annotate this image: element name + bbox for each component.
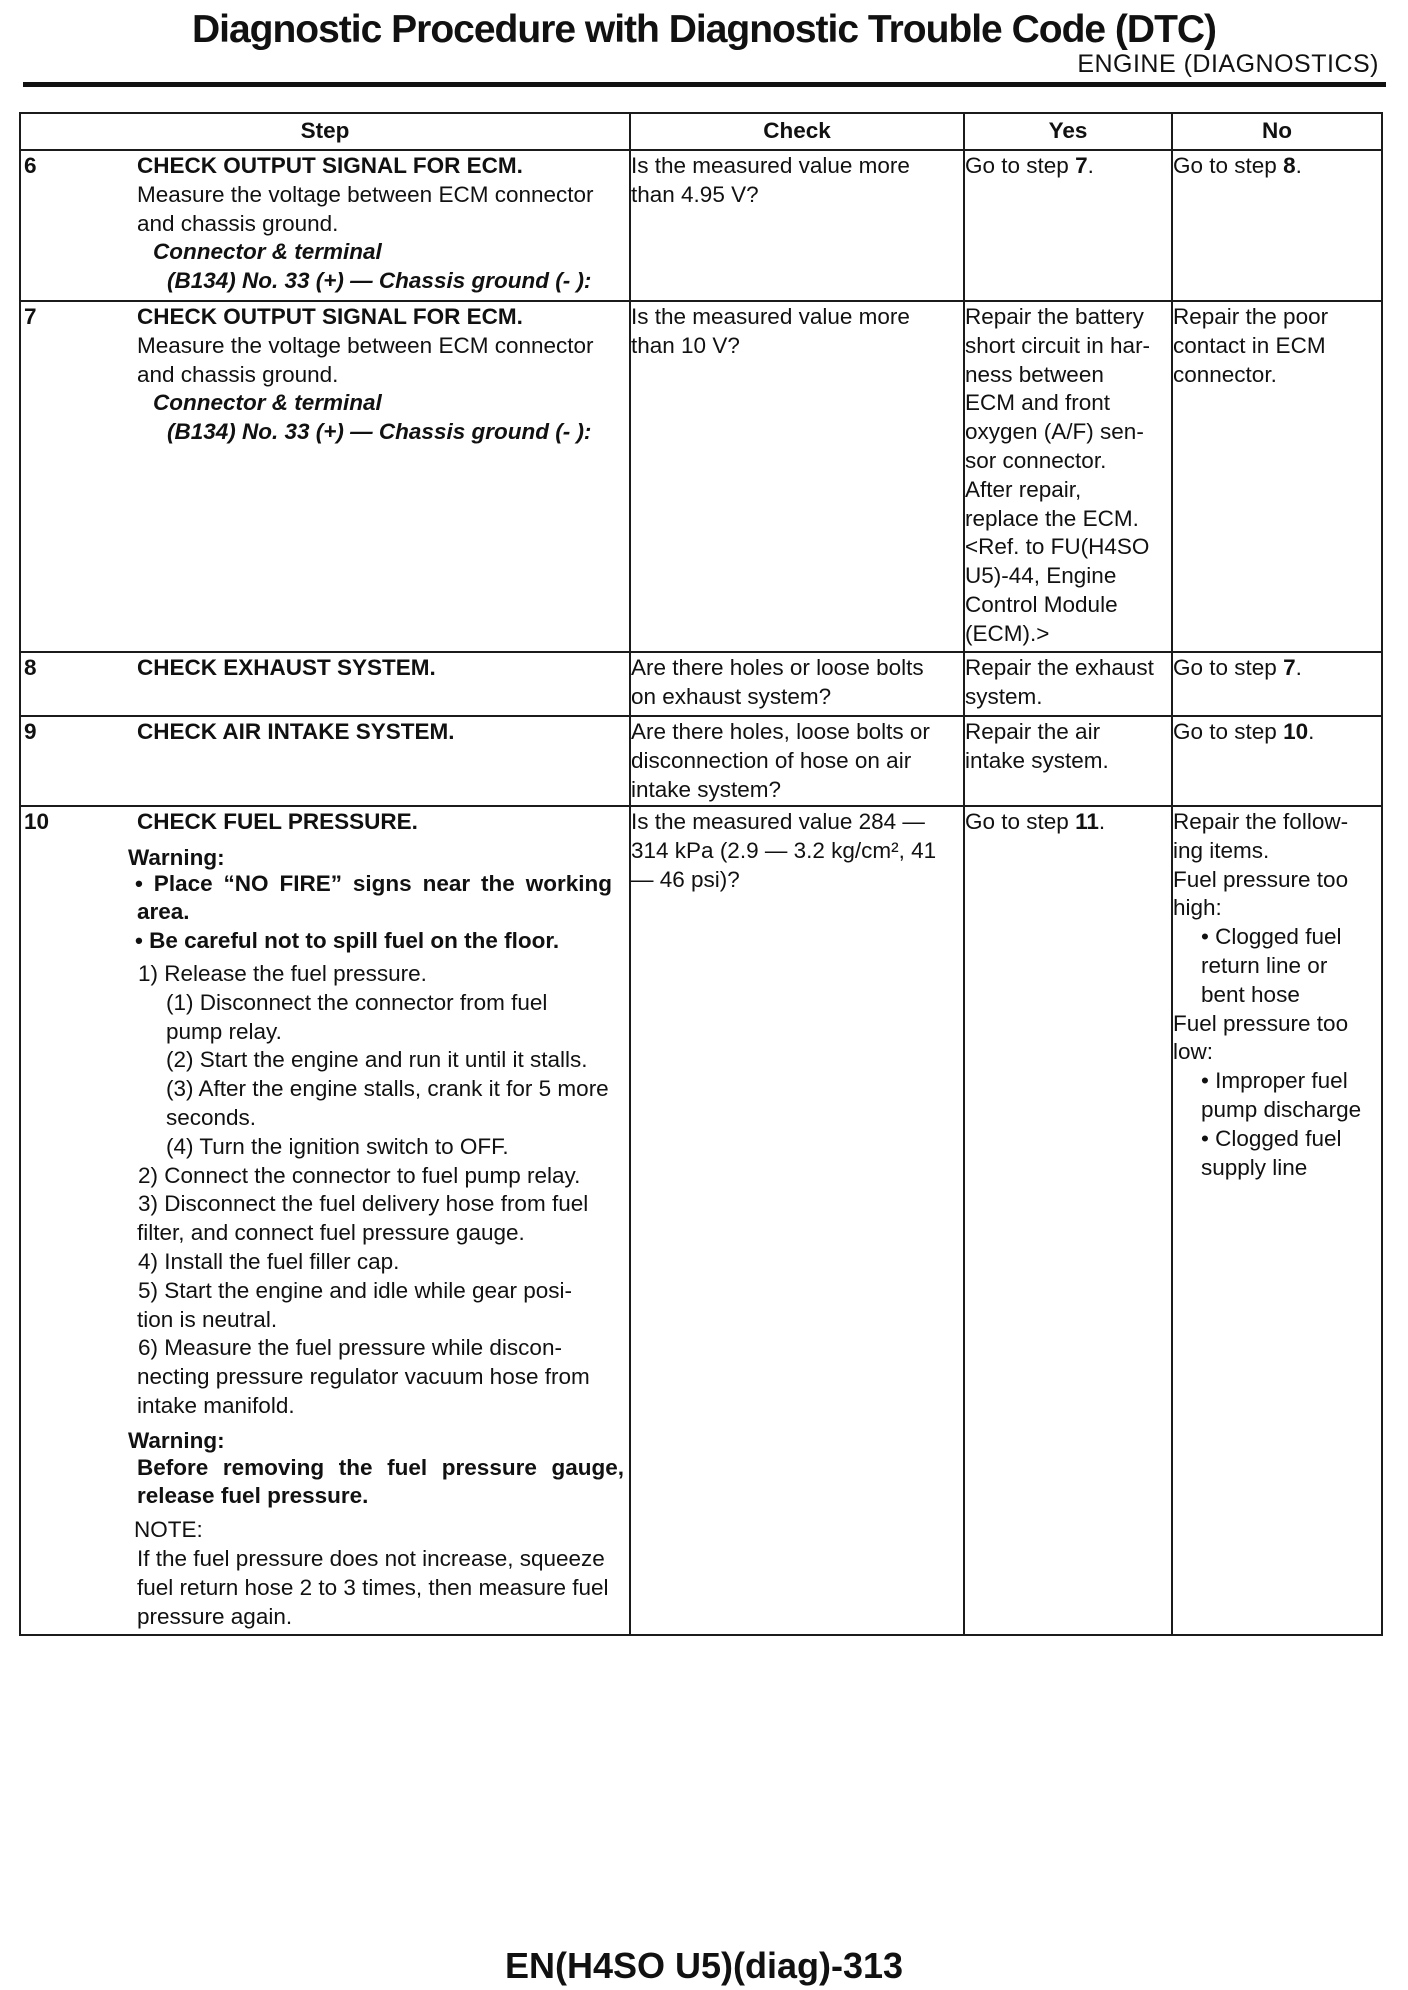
- yes-line: ness between: [965, 361, 1104, 387]
- table-body: [20, 150, 1382, 1635]
- step-number: 6: [24, 153, 37, 178]
- goto-prefix: Go to step: [1173, 719, 1284, 744]
- step-number: 8: [24, 655, 37, 680]
- no-line: • Clogged fuel: [1201, 1125, 1342, 1151]
- check-line: Is the measured value more: [631, 153, 910, 178]
- step-body: [21, 152, 629, 296]
- no-line: return line or: [1201, 952, 1328, 978]
- check-cell: [630, 652, 964, 716]
- step-line: (1) Disconnect the connector from fuel: [166, 989, 548, 1015]
- step-line: Before removing the fuel pressure gauge,: [137, 1454, 624, 1480]
- check-line: Is the measured value 284 —: [631, 809, 925, 834]
- yes-cell: [964, 150, 1172, 301]
- goto-line: [1173, 654, 1381, 683]
- goto-suffix: .: [1308, 719, 1315, 744]
- page-footer-code: EN(H4SO U5)(diag)-313: [504, 1945, 904, 1986]
- step-line: fuel return hose 2 to 3 times, then measure fuel: [137, 1574, 609, 1600]
- table-header: [20, 113, 1382, 150]
- step-line: (2) Start the engine and run it until it stalls.: [166, 1047, 588, 1073]
- step-line: area.: [137, 899, 190, 925]
- check-line: 314 kPa (2.9 — 3.2 kg/cm², 41: [631, 837, 937, 863]
- step-body: [21, 718, 629, 747]
- step-line: 6) Measure the fuel pressure while discon-: [138, 1335, 562, 1361]
- check-line: than 4.95 V?: [631, 181, 759, 207]
- goto-prefix: Go to step: [965, 153, 1076, 178]
- yes-cell: [964, 652, 1172, 716]
- goto-prefix: Go to step: [1173, 655, 1284, 680]
- column-header-step: Step: [20, 113, 630, 150]
- step-line: (B134) No. 33 (+) — Chassis ground (- ):: [167, 419, 592, 445]
- step-line: CHECK FUEL PRESSURE.: [137, 809, 418, 834]
- step-line: Measure the voltage between ECM connector: [137, 181, 594, 207]
- step-number: 7: [24, 304, 37, 329]
- check-line: on exhaust system?: [631, 683, 832, 709]
- yes-cell: [964, 806, 1172, 1635]
- step-body: [21, 303, 629, 447]
- step-line: 1) Release the fuel pressure.: [138, 960, 427, 986]
- step-cell: [20, 806, 630, 1635]
- step-cell: [20, 301, 630, 652]
- step-line: Measure the voltage between ECM connector: [137, 332, 594, 358]
- no-line: Repair the follow-: [1173, 809, 1349, 834]
- step-line: pump relay.: [166, 1018, 282, 1044]
- step-line: intake manifold.: [137, 1392, 295, 1418]
- yes-line: After repair,: [965, 476, 1082, 502]
- yes-line: ECM and front: [965, 390, 1111, 416]
- header-row: [20, 113, 1382, 150]
- yes-line: Repair the air: [965, 719, 1101, 744]
- goto-line: [1173, 718, 1381, 747]
- check-line: Is the measured value more: [631, 304, 910, 329]
- goto-suffix: .: [1098, 809, 1106, 834]
- yes-line: U5)-44, Engine: [965, 563, 1117, 589]
- check-line: disconnection of hose on air: [631, 747, 912, 773]
- check-cell: [630, 150, 964, 301]
- yes-line: (ECM).>: [965, 620, 1050, 646]
- step-body: [21, 654, 629, 683]
- no-line: contact in ECM: [1173, 332, 1326, 358]
- step-line: • Place “NO FIRE” signs near the working: [135, 870, 612, 896]
- step-line: Warning:: [128, 844, 225, 870]
- step-line: CHECK OUTPUT SIGNAL FOR ECM.: [137, 304, 523, 329]
- no-line: Fuel pressure too: [1173, 1010, 1349, 1036]
- check-line: intake system?: [631, 776, 782, 802]
- no-line: pump discharge: [1201, 1096, 1362, 1122]
- step-line: pressure again.: [137, 1603, 293, 1629]
- step-line: filter, and connect fuel pressure gauge.: [137, 1220, 525, 1246]
- yes-line: replace the ECM.: [965, 505, 1139, 531]
- goto-line: [1173, 152, 1381, 181]
- step-line: 4) Install the fuel filler cap.: [138, 1248, 400, 1274]
- table-row: [20, 716, 1382, 806]
- goto-step-number: 8: [1283, 153, 1296, 178]
- step-cell: [20, 716, 630, 806]
- column-header-no: No: [1172, 113, 1382, 150]
- check-cell: [630, 301, 964, 652]
- step-line: Connector & terminal: [153, 390, 382, 416]
- step-line: Warning:: [128, 1427, 225, 1453]
- step-line: If the fuel pressure does not increase, squeeze: [137, 1545, 605, 1571]
- goto-suffix: .: [1295, 655, 1302, 680]
- no-line: low:: [1173, 1039, 1214, 1065]
- step-line: and chassis ground.: [137, 361, 339, 387]
- table-row: [20, 806, 1382, 1635]
- no-cell: [1172, 150, 1382, 301]
- step-line: Connector & terminal: [153, 239, 382, 265]
- check-line: Are there holes or loose bolts: [631, 655, 924, 680]
- no-line: connector.: [1173, 361, 1277, 387]
- step-line: 3) Disconnect the fuel delivery hose from fuel: [138, 1191, 589, 1217]
- step-line: • Be careful not to spill fuel on the floor.: [135, 928, 560, 954]
- yes-line: Control Module: [965, 591, 1118, 617]
- yes-cell: [964, 301, 1172, 652]
- yes-line: sor connector.: [965, 447, 1107, 473]
- no-line: supply line: [1201, 1154, 1308, 1180]
- column-header-yes: Yes: [964, 113, 1172, 150]
- page-title: Diagnostic Procedure with Diagnostic Trouble Code (DTC): [191, 8, 1217, 51]
- goto-line: [965, 808, 1171, 837]
- step-cell: [20, 150, 630, 301]
- yes-line: intake system.: [965, 747, 1109, 773]
- yes-line: Repair the battery: [965, 304, 1144, 329]
- step-line: 5) Start the engine and idle while gear posi-: [138, 1277, 573, 1303]
- no-line: • Improper fuel: [1201, 1068, 1348, 1094]
- goto-line: [965, 152, 1171, 181]
- goto-prefix: Go to step: [965, 809, 1076, 834]
- no-line: bent hose: [1201, 981, 1300, 1007]
- yes-line: Repair the exhaust: [965, 655, 1154, 680]
- check-line: — 46 psi)?: [631, 866, 740, 892]
- no-cell: [1172, 301, 1382, 652]
- step-line: (4) Turn the ignition switch to OFF.: [166, 1133, 509, 1159]
- no-cell: [1172, 652, 1382, 716]
- check-line: than 10 V?: [631, 332, 740, 358]
- column-header-check: Check: [630, 113, 964, 150]
- no-line: Fuel pressure too: [1173, 866, 1349, 892]
- goto-suffix: .: [1087, 153, 1094, 178]
- no-line: Repair the poor: [1173, 304, 1329, 329]
- step-line: (B134) No. 33 (+) — Chassis ground (- ):: [167, 268, 592, 294]
- step-number: 10: [24, 809, 50, 834]
- goto-step-number: 10: [1283, 719, 1309, 744]
- yes-line: oxygen (A/F) sen-: [965, 419, 1144, 445]
- yes-cell: [964, 716, 1172, 806]
- step-line: necting pressure regulator vacuum hose from: [137, 1364, 590, 1390]
- goto-prefix: Go to step: [1173, 153, 1284, 178]
- yes-line: short circuit in har-: [965, 332, 1151, 358]
- check-cell: [630, 716, 964, 806]
- check-line: Are there holes, loose bolts or: [631, 719, 930, 744]
- check-cell: [630, 806, 964, 1635]
- step-number: 9: [24, 719, 37, 744]
- step-line: tion is neutral.: [137, 1306, 278, 1332]
- step-line: seconds.: [166, 1104, 257, 1130]
- no-cell: [1172, 806, 1382, 1635]
- section-label: ENGINE (DIAGNOSTICS): [1077, 50, 1379, 78]
- step-line: (3) After the engine stalls, crank it for 5 more: [166, 1076, 609, 1102]
- step-body: [21, 808, 629, 1631]
- yes-line: <Ref. to FU(H4SO: [965, 534, 1150, 560]
- goto-suffix: .: [1295, 153, 1302, 178]
- no-line: ing items.: [1173, 837, 1270, 863]
- step-cell: [20, 652, 630, 716]
- step-line: NOTE:: [134, 1517, 203, 1543]
- no-cell: [1172, 716, 1382, 806]
- step-line: CHECK AIR INTAKE SYSTEM.: [137, 719, 455, 744]
- step-line: CHECK OUTPUT SIGNAL FOR ECM.: [137, 153, 523, 178]
- header-rule: [23, 82, 1386, 87]
- yes-line: system.: [965, 683, 1043, 709]
- no-line: • Clogged fuel: [1201, 924, 1342, 950]
- step-line: 2) Connect the connector to fuel pump relay.: [138, 1162, 581, 1188]
- step-line: CHECK EXHAUST SYSTEM.: [137, 655, 436, 680]
- table-row: [20, 652, 1382, 716]
- goto-step-number: 7: [1283, 655, 1296, 680]
- no-line: high:: [1173, 895, 1222, 921]
- procedure-table: [19, 112, 1383, 1636]
- step-line: release fuel pressure.: [137, 1483, 369, 1509]
- table-row: [20, 301, 1382, 652]
- goto-step-number: 11: [1075, 809, 1099, 834]
- table-row: [20, 150, 1382, 301]
- goto-step-number: 7: [1075, 153, 1088, 178]
- step-line: and chassis ground.: [137, 210, 339, 236]
